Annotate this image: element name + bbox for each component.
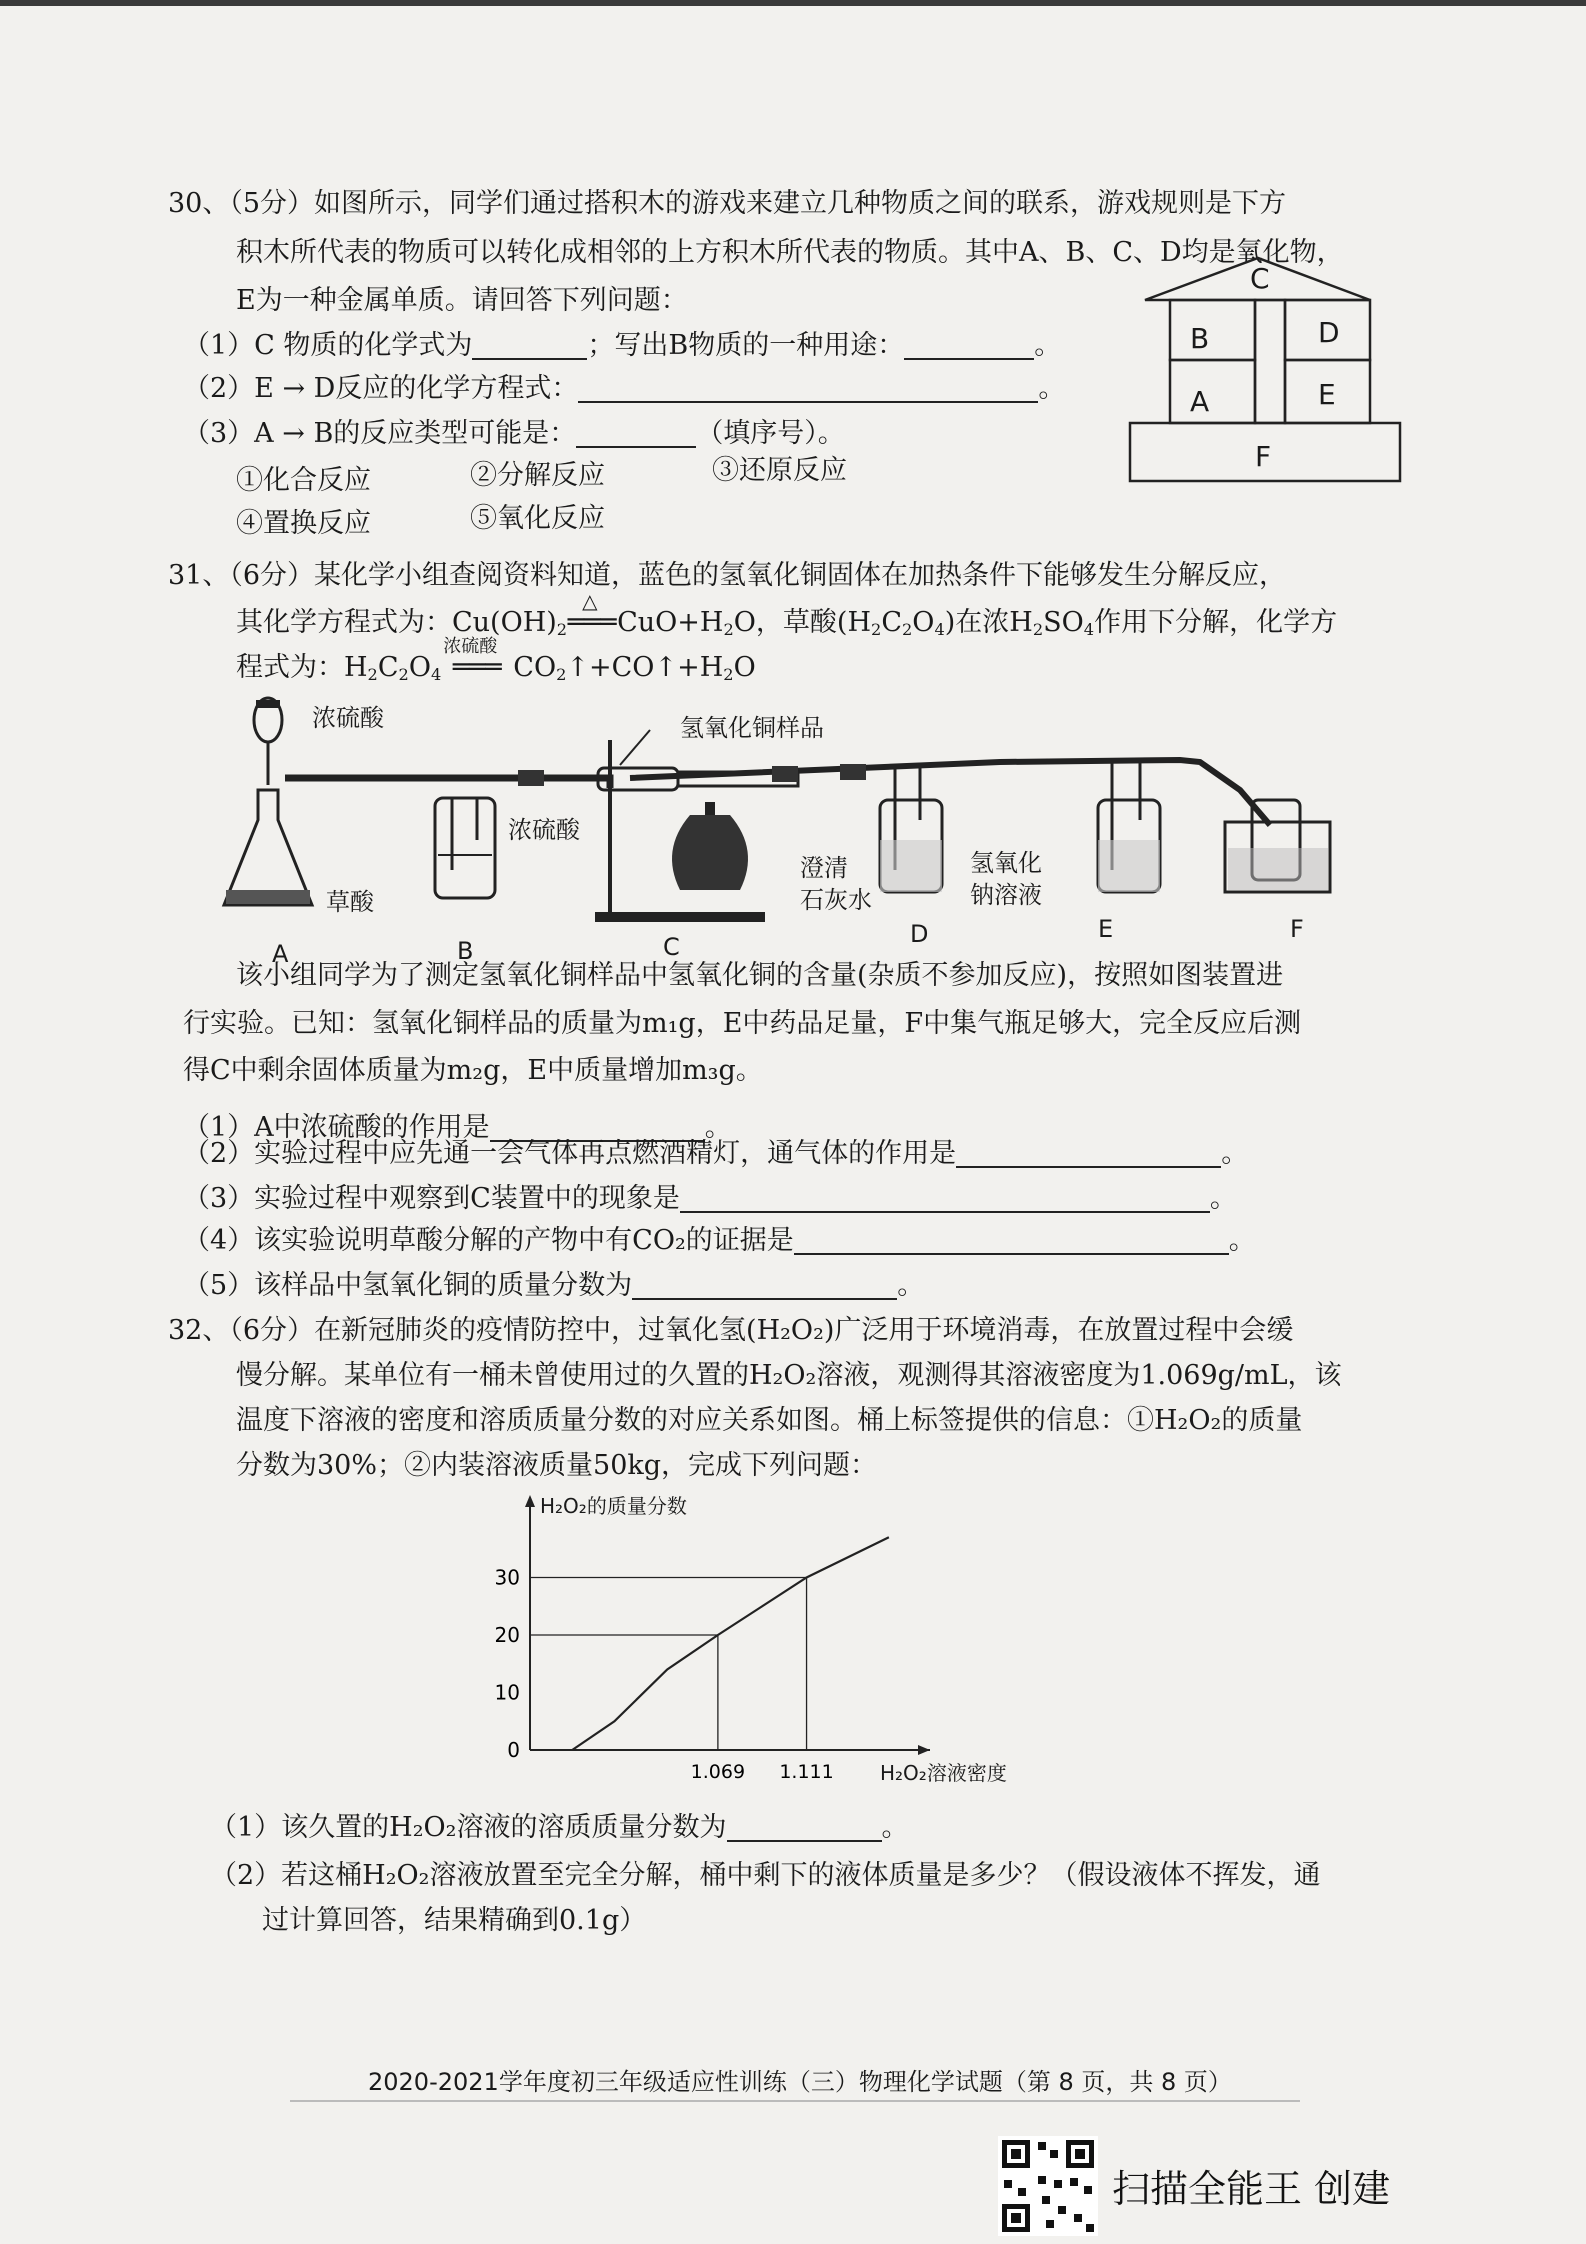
apparatus-label-C: C — [663, 933, 680, 961]
q30-sub3 — [183, 418, 845, 450]
density-fraction-chart — [480, 1495, 940, 1785]
q31-eq-part2: CuO+H — [617, 607, 724, 638]
q32-line2: 慢分解。某单位有一桶未曾使用过的久置的H₂O₂溶液，观测得其溶液密度为1.069g/mL，该 — [236, 1360, 1342, 1391]
q31-sub5-end: 。 — [897, 1270, 925, 1301]
label-oxalic-acid: 草酸 — [326, 888, 374, 916]
q31-eq-part6: )在浓H — [944, 607, 1033, 638]
q30-blank-formula[interactable] — [472, 331, 587, 360]
q31-sub4 — [183, 1225, 1256, 1257]
q32-sub2-line1: （2）若这桶H₂O₂溶液放置至完全分解，桶中剩下的液体质量是多少？（假设液体不挥发，通 — [210, 1860, 1321, 1891]
block-B-label: B — [1190, 322, 1210, 355]
chart-x-arrow — [918, 1745, 930, 1755]
qr-code-icon — [998, 2136, 1098, 2236]
q30-sub1 — [183, 330, 1061, 362]
q30-sub3-end: （填序号）。 — [696, 418, 845, 449]
y-tick-label: 0 — [507, 1738, 520, 1762]
q32-line3: 温度下溶液的密度和溶质质量分数的对应关系如图。桶上标签提供的信息：①H₂O₂的质量 — [236, 1405, 1303, 1436]
q31-blank-5[interactable] — [632, 1271, 897, 1300]
q30-option-3: ③还原反应 — [712, 455, 847, 486]
q31-sub5 — [183, 1270, 924, 1302]
heat-symbol: △ — [582, 589, 598, 613]
q31-eq-part: 其化学方程式为：Cu(OH) — [236, 607, 557, 638]
q31-line2: 其化学方程式为：$Cu(OH)_2$ △ $═══CuO+H_2O$，草酸$(H_2C_2O_4)$在浓$H_2SO_4$作用下分解，化学方 — [236, 589, 1338, 639]
q32-line4: 分数为30%；②内装溶液质量50kg，完成下列问题： — [236, 1450, 878, 1481]
q32-blank-1[interactable] — [727, 1813, 882, 1842]
acid-condition: 浓硫酸 ═══ — [443, 636, 502, 683]
density-fraction-curve — [572, 1537, 889, 1750]
q31-line3: 程式为：$H_2C_2O_4$ 浓硫酸 ═══ $CO_2↑+CO↑+H_2O$ — [236, 636, 756, 684]
apparatus-label-D: D — [910, 920, 929, 948]
q31-eq3-part4: CO — [513, 652, 557, 683]
block-A-label: A — [1190, 385, 1210, 418]
q31-sub1-end: 。 — [704, 1112, 732, 1143]
page-footer: 2020-2021学年度初三年级适应性训练（三）物理化学试题（第 8 页，共 8 页） — [368, 2068, 1232, 2096]
q30-option-1: ①化合反应 — [236, 465, 371, 496]
label-naoh-2: 钠溶液 — [970, 881, 1042, 909]
x-tick-label: 1.069 — [690, 1761, 746, 1783]
q31-para1: 该小组同学为了测定氢氧化铜样品中氢氧化铜的含量(杂质不参加反应)，按照如图装置进 — [236, 960, 1284, 991]
label-conc-acid-top: 浓硫酸 — [312, 704, 384, 732]
q31-sub4-end: 。 — [1228, 1225, 1256, 1256]
q32-line1: 32、（6分）在新冠肺炎的疫情防控中，过氧化氢(H₂O₂)广泛用于环境消毒，在放置过程中会缓 — [168, 1315, 1294, 1346]
q31-blank-4[interactable] — [794, 1226, 1229, 1255]
chart-xlabel: H₂O₂溶液密度 — [880, 1761, 1007, 1785]
q30-sub1-text2: ；写出B物质的一种用途： — [587, 330, 905, 361]
q30-sub1-end: 。 — [1034, 330, 1062, 361]
chart-series — [530, 1537, 889, 1750]
q30-option-2: ②分解反应 — [470, 460, 605, 491]
heat-condition: △ ═══ — [567, 589, 617, 638]
chart-axes — [525, 1495, 930, 1755]
q31-sub3 — [183, 1183, 1237, 1215]
q32-sub1-end: 。 — [881, 1812, 909, 1843]
q30-blank-use[interactable] — [904, 331, 1034, 360]
chart-ylabel: H₂O₂的质量分数 — [540, 1494, 687, 1518]
q31-sub2-text: （2）实验过程中应先通一会气体再点燃酒精灯，通气体的作用是 — [183, 1138, 957, 1169]
q30-blank-type[interactable] — [576, 419, 696, 448]
q31-para2: 行实验。已知：氢氧化铜样品的质量为m₁g，E中药品足量，F中集气瓶足够大，完全反应后测 — [183, 1008, 1302, 1039]
q31-eq-part7: SO — [1043, 607, 1084, 638]
label-copper-hydroxide-sample: 氢氧化铜样品 — [680, 714, 824, 742]
block-F-label: F — [1255, 440, 1272, 473]
q31-eq3-part6: O — [733, 652, 756, 683]
q30-blank-equation[interactable] — [578, 374, 1038, 403]
chart-y-arrow — [525, 1495, 535, 1507]
scan-edge — [0, 0, 1586, 6]
q32-sub2-line2: 过计算回答，结果精确到0.1g） — [262, 1905, 647, 1936]
y-tick-label: 10 — [494, 1680, 520, 1705]
q31-sub2-end: 。 — [1221, 1138, 1249, 1169]
q31-sub1-text: （1）A中浓硫酸的作用是 — [183, 1112, 490, 1143]
q31-blank-3[interactable] — [680, 1184, 1210, 1213]
q30-sub2 — [183, 373, 1065, 405]
q31-eq-part3: O，草酸(H — [733, 607, 871, 638]
q31-eq-part4: C — [881, 607, 902, 638]
block-E-label: E — [1318, 378, 1336, 411]
block-D-label: D — [1318, 316, 1340, 349]
q31-eq3-part1: 程式为：H — [236, 652, 368, 683]
q31-line1: 31、（6分）某化学小组查阅资料知道，蓝色的氢氧化铜固体在加热条件下能够发生分解反应， — [168, 560, 1287, 591]
q31-sub5-text: （5）该样品中氢氧化铜的质量分数为 — [183, 1270, 633, 1301]
apparatus-label-E: E — [1098, 915, 1114, 943]
apparatus-label-F: F — [1290, 915, 1304, 943]
q31-eq3-part5: ↑+CO↑+H — [566, 652, 724, 683]
label-limewater-1: 澄清 — [800, 854, 848, 882]
q30-sub2-end: 。 — [1038, 373, 1066, 404]
apparatus-label-A: A — [272, 940, 289, 968]
label-limewater-2: 石灰水 — [800, 886, 872, 914]
q31-para3: 得C中剩余固体质量为m₂g，E中质量增加m₃g。 — [183, 1055, 763, 1086]
q30-option-4: ④置换反应 — [236, 508, 371, 539]
q32-sub1-text: （1）该久置的H₂O₂溶液的溶质质量分数为 — [210, 1812, 727, 1843]
footer-divider — [290, 2100, 1300, 2102]
q30-sub1-text: （1）C 物质的化学式为 — [183, 330, 473, 361]
label-naoh-1: 氢氧化 — [970, 849, 1042, 877]
y-tick-label: 20 — [494, 1623, 520, 1647]
q30-sub3-text: （3）A → B的反应类型可能是： — [183, 418, 577, 449]
q31-sub4-text: （4）该实验说明草酸分解的产物中有CO₂的证据是 — [183, 1225, 794, 1256]
apparatus-label-B: B — [457, 937, 474, 965]
acid-condition-text: 浓硫酸 — [443, 636, 498, 657]
q30-option-5: ⑤氧化反应 — [470, 503, 605, 534]
q31-sub3-text: （3）实验过程中观察到C装置中的现象是 — [183, 1183, 680, 1214]
q31-eq-part8: 作用下分解，化学方 — [1094, 607, 1338, 638]
label-conc-acid-b: 浓硫酸 — [508, 816, 580, 844]
scanner-watermark: 扫描全能王 创建 — [1112, 2167, 1391, 2211]
q31-sub3-end: 。 — [1209, 1183, 1237, 1214]
q31-eq3-part3: O — [408, 652, 431, 683]
q31-sub2 — [183, 1138, 1248, 1170]
y-tick-label: 30 — [494, 1565, 520, 1590]
q30-sub2-text: （2）E → D反应的化学方程式： — [183, 373, 579, 404]
block-C-label: C — [1250, 262, 1270, 295]
x-tick-label: 1.111 — [779, 1761, 834, 1783]
q30-line1: 30、（5分）如图所示，同学们通过搭积木的游戏来建立几种物质之间的联系，游戏规则是下方 — [168, 188, 1287, 219]
q31-eq-part5: O — [912, 607, 935, 638]
q31-eq3-part2: C — [377, 652, 399, 683]
q30-line3: E为一种金属单质。请回答下列问题： — [236, 285, 688, 316]
q32-sub1 — [210, 1812, 909, 1844]
q30-line2: 积木所代表的物质可以转化成相邻的上方积木所代表的物质。其中A、B、C、D均是氧化物， — [236, 237, 1344, 268]
q31-blank-2[interactable] — [956, 1139, 1221, 1168]
